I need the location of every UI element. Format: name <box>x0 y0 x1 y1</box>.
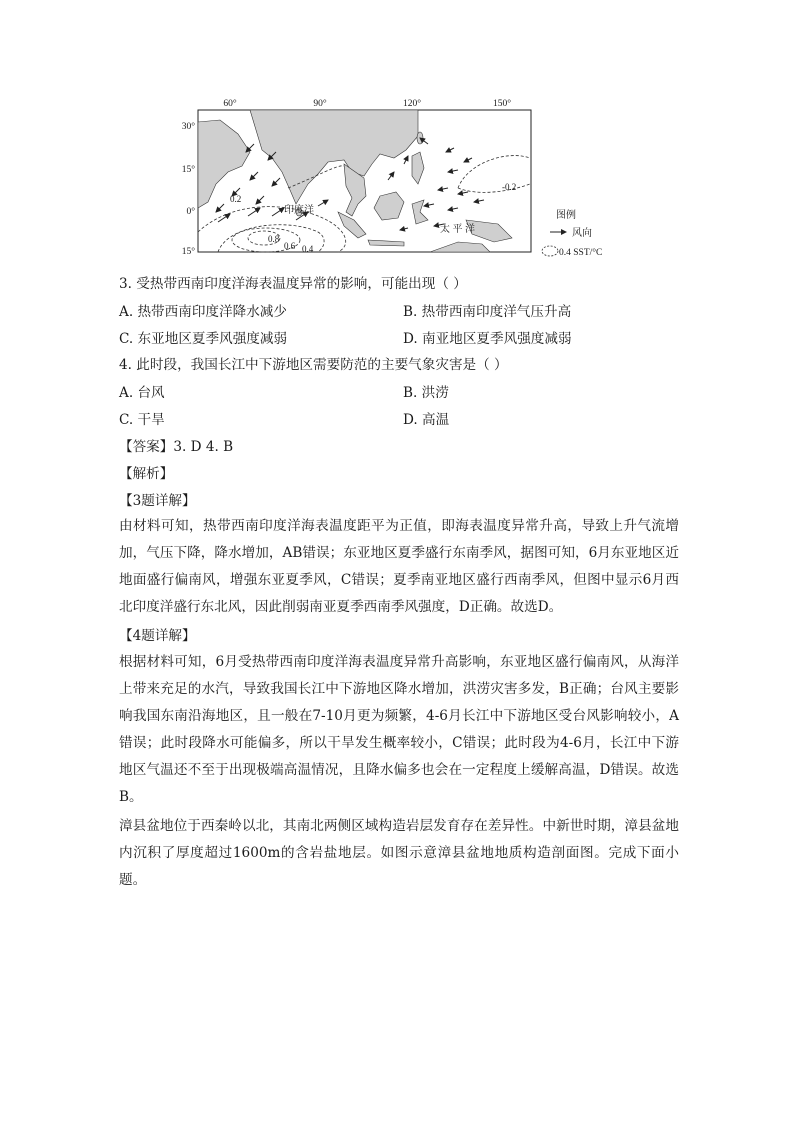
detail4-paragraph <box>119 649 679 811</box>
map-legend <box>542 208 602 258</box>
detail3-text: 由材料可知，热带西南印度洋海表温度距平为正值，即海表温度异常升高，导致上升气流增加，气压下降，降水增加，AB错误；东亚地区夏季盛行东南季风，据图可知，6月东亚地区近地面盛行偏南风，增强东亚夏季风，C错误；夏季南亚地区盛行西南季风，但图中显示6月西北印度洋盛行东北风，因此削弱南亚夏季西南季风强度，D正确。故选D。 <box>119 518 679 615</box>
q4-option-b: B. 洪涝 <box>403 385 449 401</box>
lat-label: 15° <box>181 247 195 257</box>
q3-option-a: A. 热带西南印度洋降水减少 <box>119 304 287 320</box>
q4-option-d: D. 高温 <box>403 412 450 428</box>
analysis-label: 【解析】 <box>119 466 174 482</box>
q4-option-c: C. 干旱 <box>119 412 165 428</box>
legend-title: 图例 <box>556 210 576 221</box>
legend-sst-label: 0.4 SST/°C <box>559 248 603 258</box>
ocean-label-indian: 印度洋 <box>284 205 314 216</box>
contour-label: -0.2 <box>502 182 517 192</box>
q3-stem: 3. 受热带西南印度洋海表温度异常的影响，可能出现（ ） <box>119 276 467 292</box>
next-material-text: 漳县盆地位于西秦岭以北，其南北两侧区域构造岩层发育存在差异性。中新世时期，漳县盆地内沉积了厚度超过1600m的含岩盐地层。如图示意漳县盆地地质构造剖面图。完成下面小题。 <box>119 818 679 888</box>
legend-wind-label: 风向 <box>572 228 592 239</box>
q3-option-d: D. 南亚地区夏季风强度减弱 <box>403 331 572 347</box>
next-material-paragraph <box>119 813 679 894</box>
contour-label: 0.8 <box>268 234 280 244</box>
lat-label: 30° <box>181 122 195 132</box>
answer-line: 【答案】3. D 4. B <box>119 439 234 455</box>
sst-wind-map <box>168 92 603 272</box>
q3-option-b: B. 热带西南印度洋气压升高 <box>403 304 572 320</box>
ocean-label-pacific: 太 平 洋 <box>440 224 475 235</box>
lon-label: 150° <box>492 99 512 109</box>
lon-label: 90° <box>313 99 327 109</box>
lon-label: 60° <box>223 99 237 109</box>
lat-label: 0° <box>186 207 195 217</box>
detail4-label: 【4题详解】 <box>119 628 196 644</box>
q3-option-c: C. 东亚地区夏季风强度减弱 <box>119 331 288 347</box>
detail3-paragraph <box>119 513 679 621</box>
detail3-label: 【3题详解】 <box>119 493 196 509</box>
detail4-text: 根据材料可知，6月受热带西南印度洋海表温度异常升高影响，东亚地区盛行偏南风，从海洋上带来充足的水汽，导致我国长江中下游地区降水增加，洪涝灾害多发，B正确；台风主要影响我国东南沿海地区，且一般在7-10月更为频繁，4-6月长江中下游地区受台风影响较小，A错误；此时段降水可能偏多，所以干旱发生概率较小，C错误；此时段为4-6月，长江中下游地区气温还不至于出现极端高温情况，且降水偏多也会在一定程度上缓解高温，D错误。故选B。 <box>119 654 679 805</box>
lon-label: 120° <box>402 99 422 109</box>
contour-label: 0.4 <box>302 244 314 254</box>
legend-contour-icon <box>542 246 558 256</box>
q4-option-a: A. 台风 <box>119 385 165 401</box>
q4-stem: 4. 此时段，我国长江中下游地区需要防范的主要气象灾害是（ ） <box>119 357 508 373</box>
lat-label: 15° <box>181 165 195 175</box>
contour-label: 0.6 <box>284 241 296 251</box>
map-svg <box>168 92 603 272</box>
contour-label: 0.2 <box>230 194 242 204</box>
